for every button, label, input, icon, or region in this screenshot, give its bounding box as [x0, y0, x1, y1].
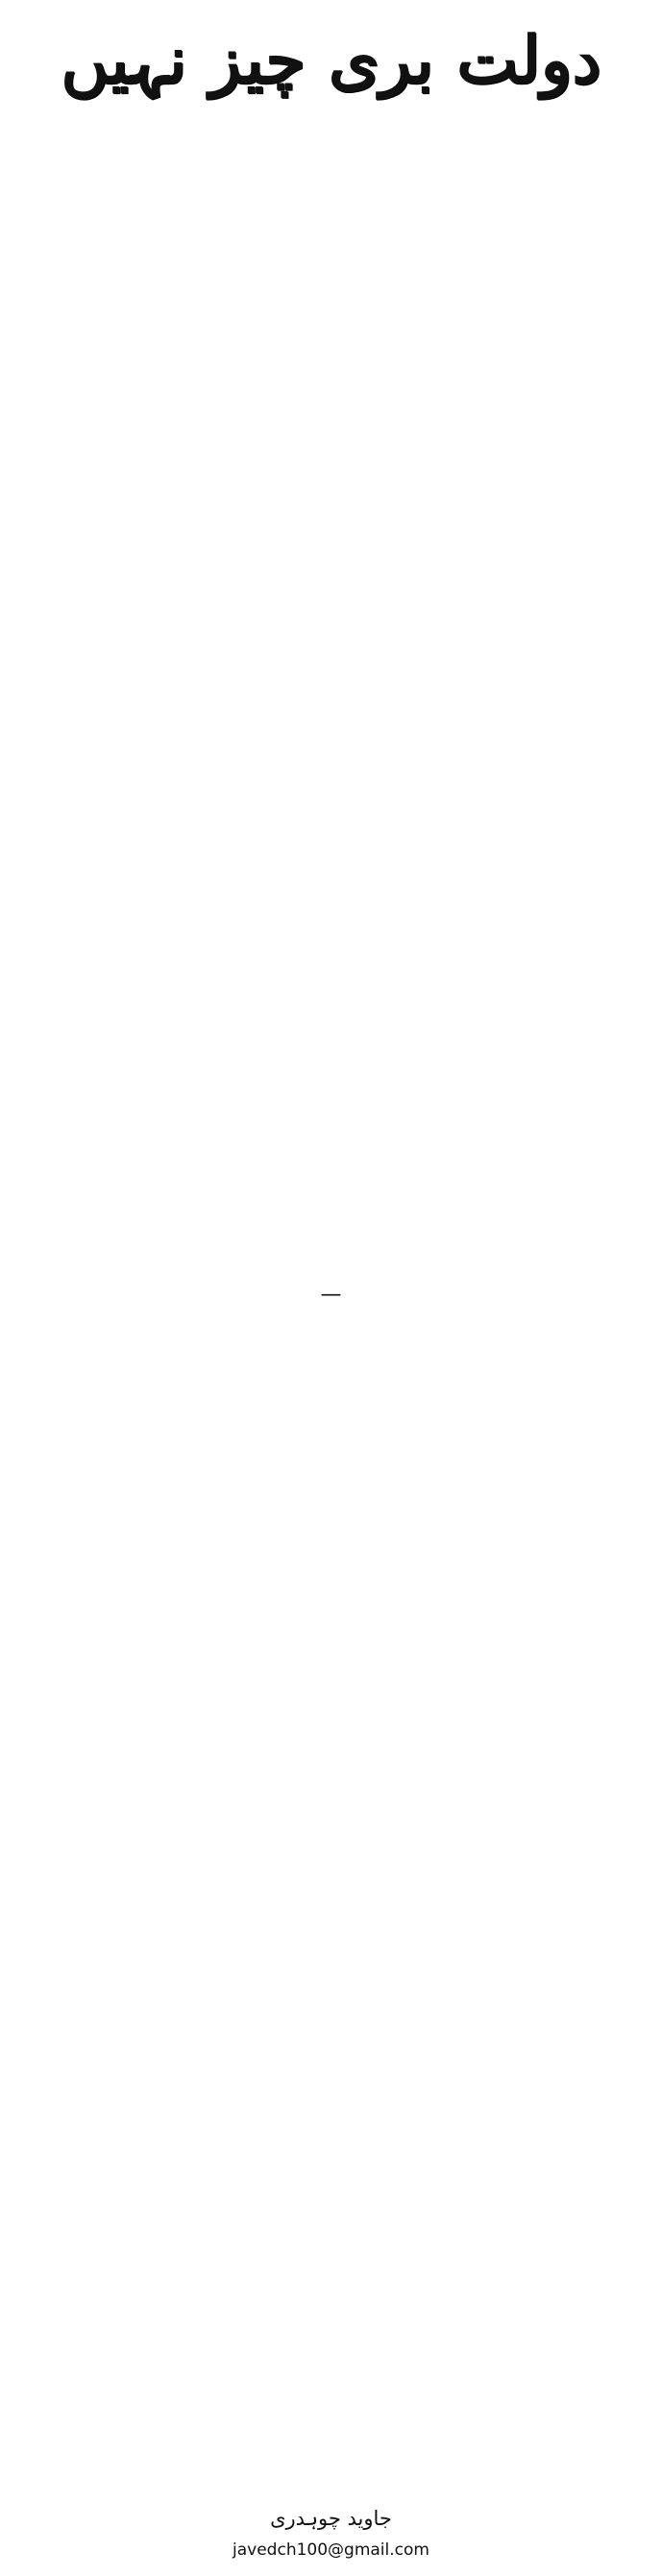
- article-body: [17, 129, 645, 2462]
- article-body-unreadable-placeholder: —: [320, 1283, 342, 1308]
- author-byline: جاوید چوہدری: [270, 2507, 392, 2530]
- author-email: javedch100@gmail.com: [233, 2540, 429, 2560]
- headline-title: دولت بری چیز نہیں: [61, 22, 601, 99]
- headline-banner: [0, 8, 662, 113]
